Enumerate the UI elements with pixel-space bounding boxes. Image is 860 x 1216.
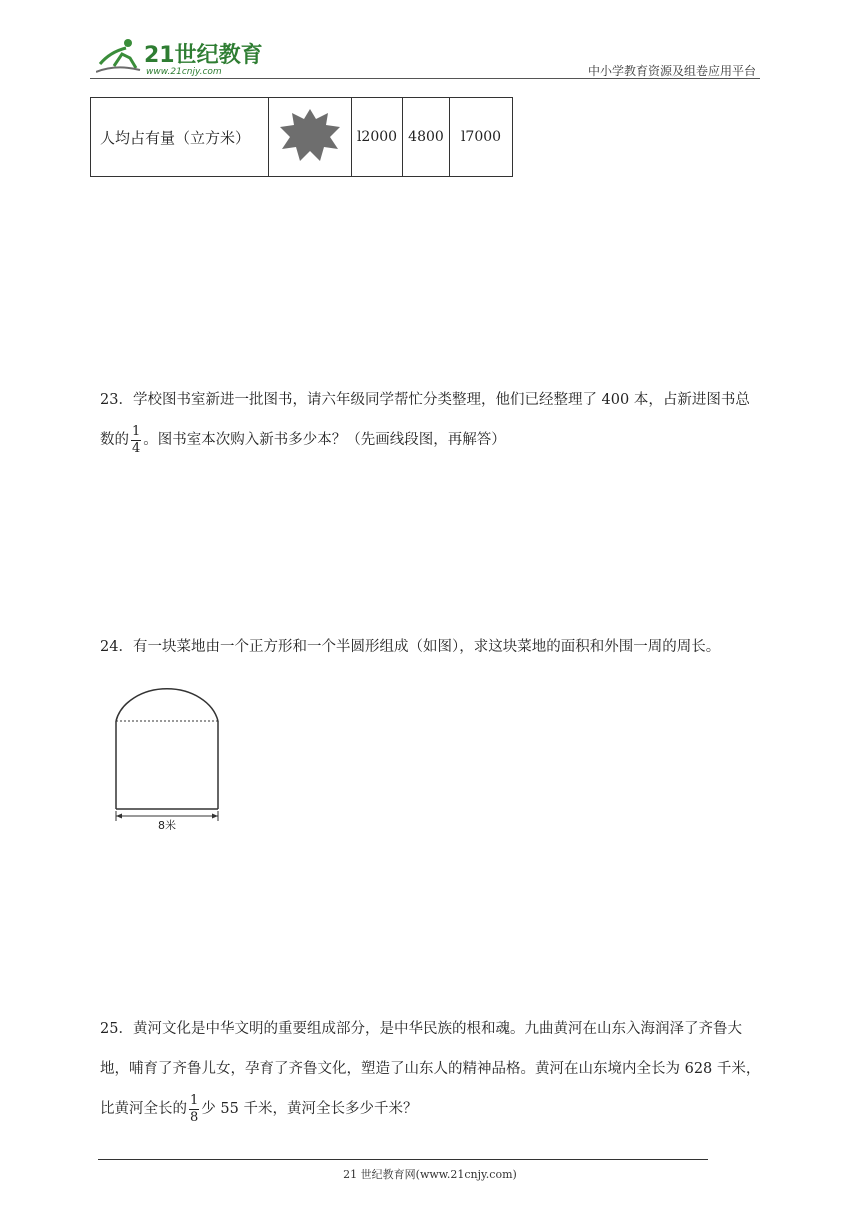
garden-figure <box>110 675 230 830</box>
question-text: 24．有一块菜地由一个正方形和一个半圆形组成（如图），求这块菜地的面积和外围一周的周长。 <box>100 639 721 655</box>
footer-divider <box>98 1159 708 1160</box>
fraction-denominator: 4 <box>132 440 141 456</box>
water-table <box>90 97 513 177</box>
table-row-label: 人均占有量（立方米） <box>91 98 269 177</box>
logo-text: 21世纪教育 <box>144 43 263 68</box>
footer-text: 21 世纪教育网(www.21cnjy.com) <box>343 1168 517 1181</box>
question-23 <box>100 380 750 460</box>
table-row <box>91 98 513 177</box>
header-divider <box>90 78 760 79</box>
question-text: 数的 <box>100 432 129 448</box>
fraction-numerator: 1 <box>132 423 141 439</box>
dimension-label: 8米 <box>158 819 176 830</box>
question-text-line <box>100 1089 760 1129</box>
logo-url: www.21cnjy.com <box>146 67 222 77</box>
semicircle-shape <box>116 689 218 721</box>
question-text: 少 55 千米，黄河全长多少千米？ <box>201 1101 418 1117</box>
ink-blot-icon <box>269 98 352 177</box>
question-text-line <box>100 420 750 460</box>
fraction-denominator: 8 <box>190 1109 199 1125</box>
question-text: 25．黄河文化是中华文明的重要组成部分，是中华民族的根和魂。九曲黄河在山东入海润泽了齐鲁大 <box>100 1021 742 1037</box>
arrow-left-icon <box>116 814 122 819</box>
question-25 <box>100 1009 760 1129</box>
question-text: 。图书室本次购入新书多少本？（先画线段图，再解答） <box>143 432 506 448</box>
fraction <box>189 1093 199 1126</box>
table-cell: l2000 <box>352 98 403 177</box>
table-cell: l7000 <box>450 98 513 177</box>
table-cell: 4800 <box>403 98 450 177</box>
fraction-numerator: 1 <box>190 1092 199 1108</box>
site-logo <box>96 34 266 78</box>
question-24 <box>100 627 720 667</box>
arrow-right-icon <box>212 814 218 819</box>
fraction <box>131 424 141 457</box>
question-text: 23．学校图书室新进一批图书，请六年级同学帮忙分类整理，他们已经整理了 400 本，占新进图书总 <box>100 392 750 408</box>
question-text: 比黄河全长的 <box>100 1101 187 1117</box>
question-text: 地，哺育了齐鲁儿女，孕育了齐鲁文化，塑造了山东人的精神品格。黄河在山东境内全长为 628 千米， <box>100 1061 761 1077</box>
header-slogan: 中小学教育资源及组卷应用平台 <box>587 64 756 78</box>
runner-icon <box>96 39 140 72</box>
